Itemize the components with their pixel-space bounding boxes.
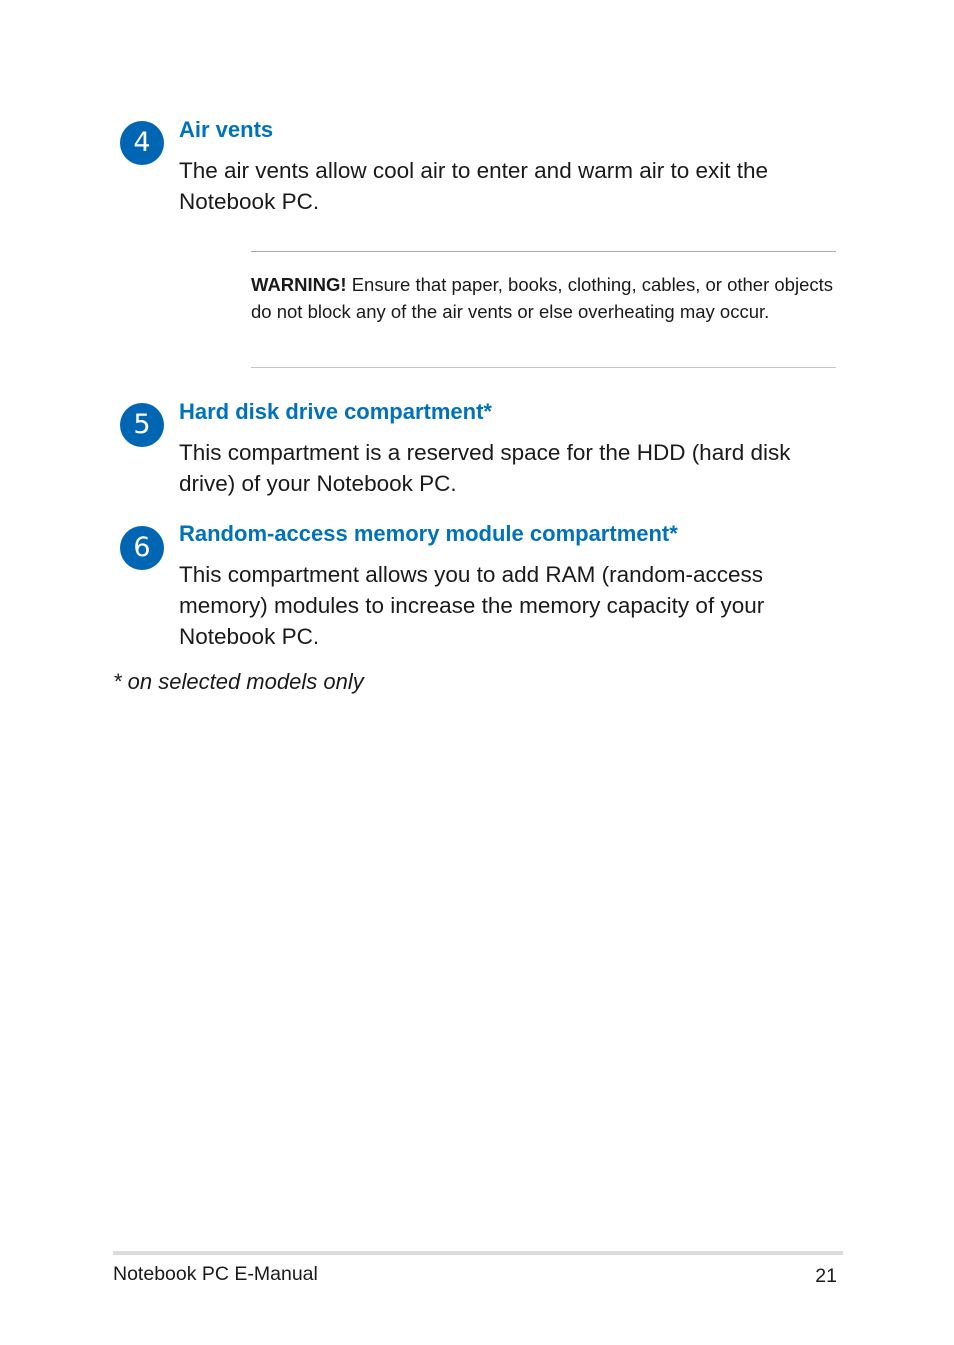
warning-text: Ensure that paper, books, clothing, cables, or other objects do not block any of the air vents or else overheating may occur. — [251, 274, 834, 322]
warning-top-rule — [251, 251, 836, 252]
footnote: * on selected models only — [113, 669, 364, 694]
section-body-hard-disk-drive-compartment: This compartment is a reserved space for the HDD (hard disk drive) of your Notebook PC. — [179, 440, 791, 496]
section-body-ram-module-compartment: This compartment allows you to add RAM (random-access memory) modules to increase the memory capacity of your Notebook PC. — [179, 562, 765, 649]
footer-title: Notebook PC E-Manual — [113, 1263, 318, 1285]
callout-badge-6: 6 — [120, 526, 164, 570]
callout-badge-4: 4 — [120, 121, 164, 165]
warning-label: WARNING! — [251, 274, 347, 295]
section-title-ram-module-compartment: Random-access memory module compartment* — [179, 521, 678, 546]
section-title-air-vents: Air vents — [179, 117, 274, 142]
section-body-air-vents: The air vents allow cool air to enter and warm air to exit the Notebook PC. — [179, 158, 769, 214]
footer-rule — [113, 1251, 843, 1255]
callout-badge-5: 5 — [120, 403, 164, 447]
warning-bottom-rule — [251, 367, 836, 368]
section-title-hard-disk-drive-compartment: Hard disk drive compartment* — [179, 399, 492, 424]
page-number: 21 — [815, 1265, 837, 1287]
warning-note — [251, 271, 836, 325]
